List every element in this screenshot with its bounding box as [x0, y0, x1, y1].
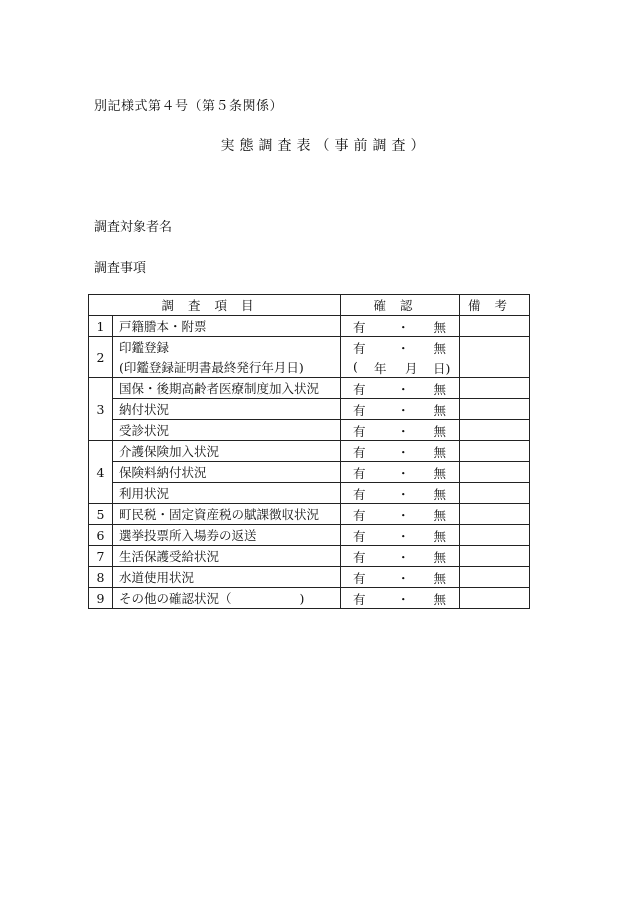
row-number: 5: [89, 504, 113, 525]
survey-item-label: (印鑑登録証明書最終発行年月日): [119, 360, 304, 375]
option-no[interactable]: 無: [433, 320, 447, 335]
remarks-cell[interactable]: [460, 316, 530, 337]
option-no[interactable]: 無: [433, 592, 447, 607]
survey-table-body: [89, 316, 530, 609]
survey-items-heading: 調査事項: [94, 261, 147, 276]
survey-item-text: [113, 567, 341, 588]
form-number: 別記様式第４号（第５条関係）: [94, 99, 284, 114]
survey-item-label: 受診状況: [119, 423, 170, 438]
option-separator: ・: [397, 424, 410, 439]
confirmation-cell[interactable]: [341, 504, 460, 525]
option-no[interactable]: 無: [433, 445, 447, 460]
option-separator: ・: [397, 341, 410, 356]
option-yes[interactable]: 有: [353, 341, 366, 356]
option-no[interactable]: 無: [433, 487, 447, 502]
row-number: 6: [89, 525, 113, 546]
date-month-label: 月: [405, 361, 418, 376]
confirmation-cell[interactable]: [341, 483, 460, 504]
survey-item-label: 水道使用状況: [119, 570, 195, 585]
option-yes[interactable]: 有: [353, 445, 366, 460]
row-number: 1: [89, 316, 113, 337]
survey-item-label: 納付状況: [119, 402, 170, 417]
confirmation-cell[interactable]: [341, 546, 460, 567]
remarks-cell[interactable]: [460, 420, 530, 441]
confirmation-cell[interactable]: [341, 316, 460, 337]
option-yes[interactable]: 有: [353, 529, 366, 544]
row-number: 8: [89, 567, 113, 588]
row-number: 2: [89, 337, 113, 378]
option-yes[interactable]: 有: [353, 424, 366, 439]
option-separator: ・: [397, 403, 410, 418]
row-number: 7: [89, 546, 113, 567]
survey-item-label: 選挙投票所入場券の返送: [119, 528, 257, 543]
option-separator: ・: [397, 320, 410, 335]
table-row: [89, 504, 530, 525]
row-number: 4: [89, 441, 113, 504]
survey-item-label: 介護保険加入状況: [119, 444, 220, 459]
confirmation-cell[interactable]: [341, 337, 460, 358]
table-row: [89, 337, 530, 358]
table-row: [89, 525, 530, 546]
survey-table: [88, 294, 530, 609]
confirmation-cell[interactable]: [341, 567, 460, 588]
survey-item-text: [113, 399, 341, 420]
table-row: [89, 399, 530, 420]
option-yes[interactable]: 有: [353, 487, 366, 502]
option-no[interactable]: 無: [433, 382, 447, 397]
survey-item-text: [113, 357, 341, 378]
survey-item-text: [113, 588, 341, 609]
table-row: [89, 462, 530, 483]
survey-item-text: [113, 462, 341, 483]
row-number: 9: [89, 588, 113, 609]
confirmation-cell[interactable]: [341, 378, 460, 399]
option-separator: ・: [397, 466, 410, 481]
table-row: [89, 441, 530, 462]
survey-item-text: [113, 316, 341, 337]
date-day-label: 日): [433, 361, 451, 376]
survey-item-text: [113, 337, 341, 358]
table-row: [89, 588, 530, 609]
confirmation-cell[interactable]: [341, 399, 460, 420]
date-open-paren: (: [353, 359, 358, 374]
survey-item-text: [113, 483, 341, 504]
other-close-paren: ): [299, 591, 305, 606]
table-row: [89, 420, 530, 441]
option-no[interactable]: 無: [433, 529, 447, 544]
header-survey-item: 調査項目: [89, 295, 341, 316]
remarks-cell[interactable]: [460, 525, 530, 546]
option-yes[interactable]: 有: [353, 403, 366, 418]
survey-item-text: [113, 441, 341, 462]
table-row: [89, 357, 530, 378]
option-yes[interactable]: 有: [353, 466, 366, 481]
remarks-cell[interactable]: [460, 462, 530, 483]
document-title: 実態調査表（事前調査）: [220, 138, 430, 154]
option-no[interactable]: 無: [433, 571, 447, 586]
survey-item-label: 戸籍謄本・附票: [119, 319, 207, 334]
survey-item-text: [113, 378, 341, 399]
table-row: [89, 378, 530, 399]
confirmation-cell[interactable]: [341, 525, 460, 546]
remarks-cell[interactable]: [460, 357, 530, 378]
option-separator: ・: [397, 592, 410, 607]
option-yes[interactable]: 有: [353, 382, 366, 397]
option-separator: ・: [397, 550, 410, 565]
option-no[interactable]: 無: [433, 466, 447, 481]
header-remarks: 備考: [460, 295, 530, 316]
remarks-cell[interactable]: [460, 378, 530, 399]
survey-item-label: その他の確認状況（: [119, 591, 232, 606]
remarks-cell[interactable]: [460, 483, 530, 504]
remarks-cell[interactable]: [460, 337, 530, 358]
table-row: [89, 567, 530, 588]
option-yes[interactable]: 有: [353, 320, 366, 335]
survey-item-label: 利用状況: [119, 486, 170, 501]
survey-item-text: [113, 420, 341, 441]
option-no[interactable]: 無: [433, 424, 447, 439]
option-separator: ・: [397, 487, 410, 502]
remarks-cell[interactable]: [460, 567, 530, 588]
confirmation-cell[interactable]: [341, 588, 460, 609]
remarks-cell[interactable]: [460, 441, 530, 462]
option-no[interactable]: 無: [433, 550, 447, 565]
option-separator: ・: [397, 529, 410, 544]
subject-name-label: 調査対象者名: [94, 220, 173, 235]
survey-item-text: [113, 504, 341, 525]
survey-item-text: [113, 525, 341, 546]
date-year-label: 年: [374, 361, 387, 376]
survey-item-label: 町民税・固定資産税の賦課徴収状況: [119, 507, 320, 522]
row-number: 3: [89, 378, 113, 441]
survey-item-label: 生活保護受給状況: [119, 549, 220, 564]
confirmation-cell[interactable]: [341, 462, 460, 483]
option-yes[interactable]: 有: [353, 508, 366, 523]
table-header-row: [89, 295, 530, 316]
survey-item-label: 印鑑登録: [119, 340, 170, 355]
table-row: [89, 483, 530, 504]
table-row: [89, 316, 530, 337]
header-confirmation: 確認: [341, 295, 460, 316]
remarks-cell[interactable]: [460, 546, 530, 567]
table-row: [89, 546, 530, 567]
confirmation-cell[interactable]: [341, 357, 460, 378]
option-separator: ・: [397, 382, 410, 397]
survey-item-label: 保険料納付状況: [119, 465, 207, 480]
option-no[interactable]: 無: [433, 341, 447, 356]
confirmation-cell[interactable]: [341, 441, 460, 462]
option-no[interactable]: 無: [433, 403, 447, 418]
option-separator: ・: [397, 508, 410, 523]
remarks-cell[interactable]: [460, 588, 530, 609]
option-yes[interactable]: 有: [353, 571, 366, 586]
survey-item-label: 国保・後期高齢者医療制度加入状況: [119, 381, 320, 396]
confirmation-cell[interactable]: [341, 420, 460, 441]
remarks-cell[interactable]: [460, 504, 530, 525]
survey-item-text: [113, 546, 341, 567]
option-separator: ・: [397, 571, 410, 586]
option-separator: ・: [397, 445, 410, 460]
remarks-cell[interactable]: [460, 399, 530, 420]
option-no[interactable]: 無: [433, 508, 447, 523]
option-yes[interactable]: 有: [353, 592, 366, 607]
option-yes[interactable]: 有: [353, 550, 366, 565]
